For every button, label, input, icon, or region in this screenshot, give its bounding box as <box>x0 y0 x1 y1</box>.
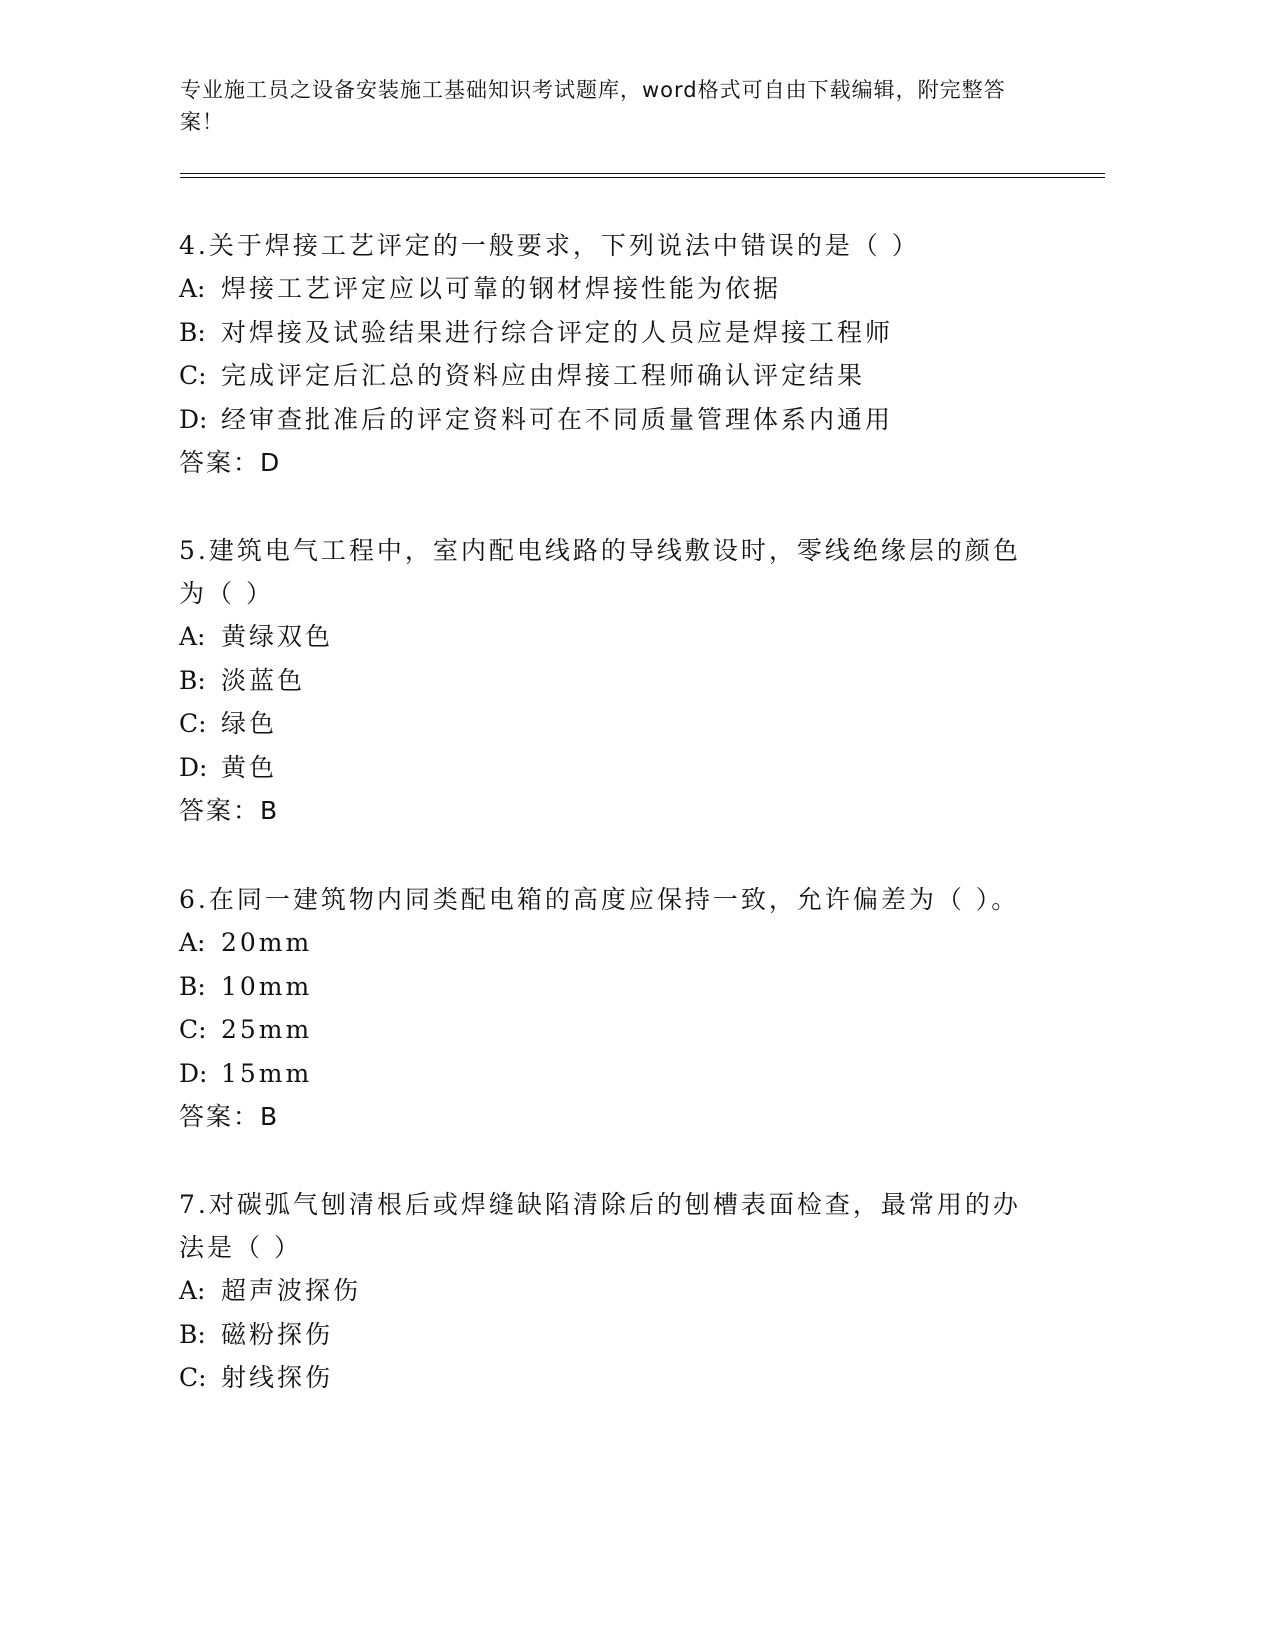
option-key: D: <box>179 752 208 782</box>
option-key: A: <box>179 1276 206 1305</box>
option-a <box>179 615 1029 659</box>
option-c <box>179 1008 1029 1052</box>
question-7 <box>179 1183 1029 1400</box>
option-b <box>179 965 1029 1009</box>
option-key: B: <box>179 971 206 1001</box>
question-4 <box>179 224 1029 485</box>
option-a <box>179 921 1029 965</box>
option-text: 25mm <box>221 1015 313 1044</box>
option-text: 射线探伤 <box>221 1363 334 1392</box>
option-text: 黄绿双色 <box>221 622 334 651</box>
option-text: 黄色 <box>221 752 278 782</box>
header-divider-bottom <box>180 177 1105 178</box>
option-key: A: <box>179 274 206 303</box>
option-key: D: <box>179 404 208 434</box>
option-b <box>179 311 1029 355</box>
option-c <box>179 354 1029 398</box>
option-key: C: <box>179 361 207 390</box>
answer-line: 答案：D <box>179 448 282 477</box>
question-6 <box>179 878 1029 1139</box>
option-d <box>179 746 1029 790</box>
option-text: 超声波探伤 <box>221 1276 362 1305</box>
option-key: C: <box>179 1015 207 1044</box>
option-c <box>179 702 1029 746</box>
option-text: 对焊接及试验结果进行综合评定的人员应是焊接工程师 <box>221 317 894 347</box>
option-key: B: <box>179 1319 206 1349</box>
option-text: 淡蓝色 <box>221 665 306 695</box>
question-stem: 5.建筑电气工程中，室内配电线路的导线敷设时，零线绝缘层的颜色为（ ） <box>179 536 1021 608</box>
option-text: 15mm <box>221 1058 313 1088</box>
option-text: 20mm <box>221 928 313 957</box>
option-text: 绿色 <box>221 709 278 738</box>
option-key: A: <box>179 928 206 957</box>
option-a <box>179 267 1029 311</box>
option-key: C: <box>179 709 207 738</box>
option-text: 经审查批准后的评定资料可在不同质量管理体系内通用 <box>221 404 894 434</box>
option-c <box>179 1356 1029 1400</box>
question-stem: 7.对碳弧气刨清根后或焊缝缺陷清除后的刨槽表面检查，最常用的办法是（ ） <box>179 1190 1021 1262</box>
answer-line: 答案：B <box>179 1102 280 1131</box>
document-header: 专业施工员之设备安装施工基础知识考试题库，word格式可自由下载编辑，附完整答案！ <box>180 78 1006 134</box>
option-b <box>179 1313 1029 1357</box>
header-divider-top <box>180 173 1105 174</box>
option-key: A: <box>179 622 206 651</box>
question-stem: 4.关于焊接工艺评定的一般要求，下列说法中错误的是（ ） <box>179 231 920 260</box>
option-b <box>179 659 1029 703</box>
option-text: 磁粉探伤 <box>221 1319 334 1349</box>
option-a <box>179 1269 1029 1313</box>
option-d <box>179 398 1029 442</box>
answer-line: 答案：B <box>179 796 280 825</box>
option-text: 完成评定后汇总的资料应由焊接工程师确认评定结果 <box>221 361 866 390</box>
option-text: 焊接工艺评定应以可靠的钢材焊接性能为依据 <box>221 274 782 303</box>
option-text: 10mm <box>221 971 313 1001</box>
option-key: B: <box>179 665 206 695</box>
question-5 <box>179 529 1029 833</box>
option-key: C: <box>179 1363 207 1392</box>
question-stem: 6.在同一建筑物内同类配电箱的高度应保持一致，允许偏差为（ ）。 <box>179 885 1020 914</box>
option-d <box>179 1052 1029 1096</box>
option-key: D: <box>179 1058 208 1088</box>
option-key: B: <box>179 317 206 347</box>
